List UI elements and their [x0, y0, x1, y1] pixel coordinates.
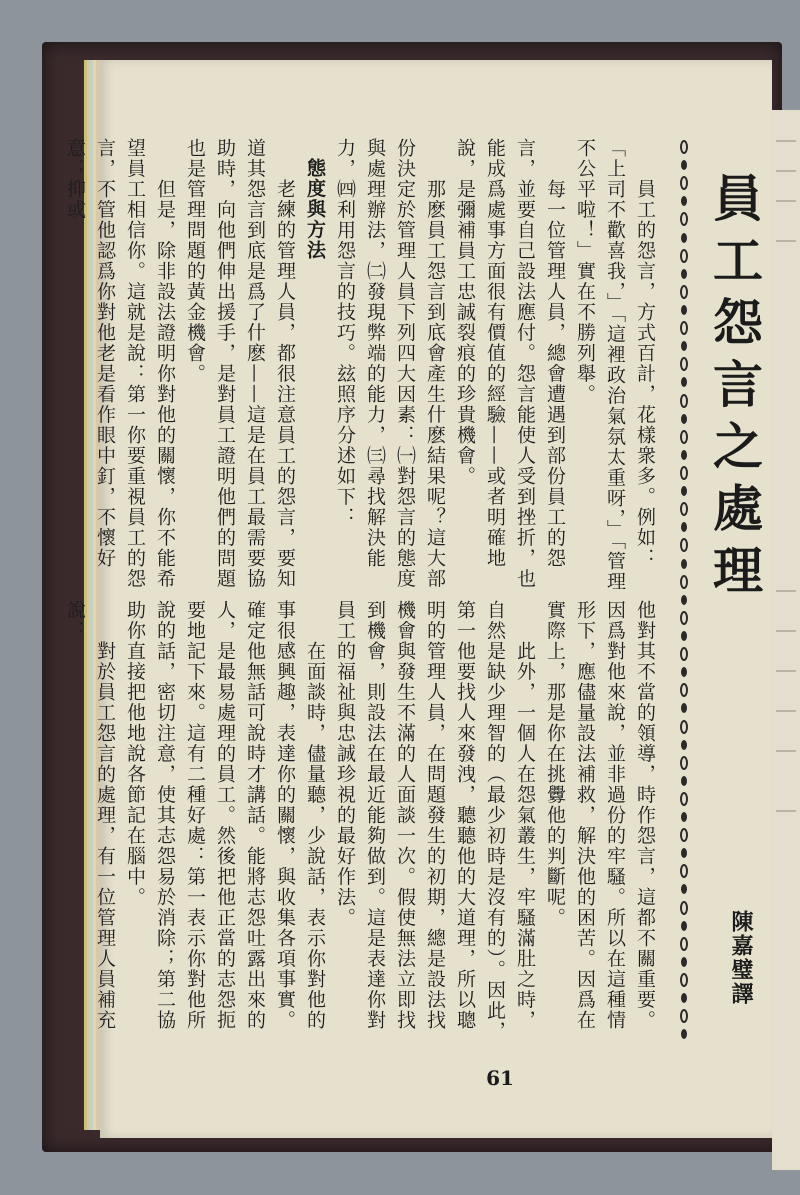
ornament-link: [681, 812, 687, 822]
ornament-link: [681, 740, 687, 750]
ornament-link: [681, 486, 687, 496]
ornament-link: [680, 466, 688, 480]
ornamental-rule: [676, 140, 692, 1040]
ornament-link: [681, 921, 687, 931]
upper-text-block: [64, 138, 660, 598]
ornament-link: [681, 559, 687, 569]
paragraph: 每一位管理人員，總會遭遇到部份員工的怨言，並要自己設法應付。怨言能使人受到挫折，也能成爲處事方面很有價值的經驗——或者明確地說，是彌補員工忠誠裂痕的珍貴機會。: [454, 138, 566, 589]
ornament-link: [680, 538, 688, 552]
ornament-link: [681, 631, 687, 641]
paragraph: 在面談時，儘量聽，少說話，表示你對他的事很感興趣，表達你的關懷，與收集各項事實。確定他無話可說時才講話。能將志怨吐露出來的人，是最易處理的員工。然後把他正當的志怨扼要地記下來。這有二種好處：第一表示你對他所說的話，密切注意，使其志怨易於消除；第二協助你直接把他地說各節記在腦中。: [124, 600, 326, 1031]
ornament-link: [681, 269, 687, 279]
ornament-link: [681, 848, 687, 858]
ornament-link: [680, 140, 688, 154]
ornament-link: [680, 357, 688, 371]
ornament-link: [680, 792, 688, 806]
ornament-link: [681, 703, 687, 713]
ornament-link: [680, 249, 688, 263]
page-number: 61: [486, 1066, 514, 1090]
ornament-link: [681, 233, 687, 243]
ornament-link: [680, 901, 688, 915]
ornament-link: [681, 160, 687, 170]
paragraph: 老練的管理人員，都很注意員工的怨言，要知道其怨言到底是爲了什麽——這是在員工最需要協助時，向他們伸出援手，是對員工證明他們的問題也是管理問題的黃金機會。: [184, 138, 296, 589]
ornament-link: [681, 595, 687, 605]
ornament-link: [680, 176, 688, 190]
ornament-link: [681, 377, 687, 387]
ornament-link: [680, 756, 688, 770]
facing-page-edge: [772, 110, 800, 1170]
ornament-link: [680, 864, 688, 878]
ornament-link: [681, 957, 687, 967]
ornament-link: [681, 450, 687, 460]
ornament-link: [680, 430, 688, 444]
ornament-link: [680, 828, 688, 842]
lower-text-block: [64, 600, 660, 1045]
ornament-link: [681, 341, 687, 351]
paragraph: 但是，除非設法證明你對他的關懷，你不能希望員工相信你。這就是說：第一你要重視員工的怨言，不管他認爲你對他老是看作眼中釘，不懷好意；抑或: [64, 138, 176, 589]
article-author: 陳嘉璧譯: [728, 910, 753, 1006]
ornament-link: [680, 647, 688, 661]
ornament-link: [680, 285, 688, 299]
ornament-link: [680, 1009, 688, 1023]
ornament-link: [680, 611, 688, 625]
ornament-link: [680, 937, 688, 951]
paragraph: 此外，一個人在怨氣叢生，牢騷滿肚之時，自然是缺少理智的（最少初時是沒有的）。因此，第一他要找人來發洩，聽聽他的大道理，所以聰明的管理人員，在問題發生的初期，總是設法找機會與發生不滿的人面談一次。假使無法立即找到機會，則設法在最近能夠做到。這是表達你對員工的福祉與忠誠珍視的最好作法。: [334, 600, 536, 1042]
paragraph: 對於員工怨言的處理，有一位管理人員補充說：: [64, 600, 116, 1031]
paragraph: 他對其不當的領導，時作怨言，這都不關重要。因爲對他來說，並非過份的牢騷。所以在這種情形下，應儘量設法補救，解決他的困苦。因爲在實際上，那是你在挑釁他的判斷呢。: [544, 600, 656, 1031]
ornament-link: [681, 522, 687, 532]
ornament-link: [681, 993, 687, 1003]
article-title: 員工怨言之處理: [705, 172, 763, 606]
paragraph: 那麽員工怨言到底會產生什麽結果呢？這大部份決定於管理人員下列四大因素：㈠對怨言的態度與處理辦法，㈡發現弊端的能力，㈢尋找解決能力，㈣利用怨言的技巧。玆照序分述如下：: [334, 138, 446, 589]
ornament-link: [681, 1029, 687, 1039]
ornament-link: [681, 196, 687, 206]
ornament-link: [681, 667, 687, 677]
ornament-link: [681, 414, 687, 424]
ornament-link: [681, 776, 687, 786]
ornament-link: [680, 502, 688, 516]
ornament-link: [680, 394, 688, 408]
ornament-link: [681, 884, 687, 894]
ornament-link: [680, 720, 688, 734]
ornament-link: [681, 305, 687, 315]
paragraph: 員工的怨言，方式百計，花樣衆多。例如：「上司不歡喜我，」「這裡政治氣氛太重呀，」「管理不公平啦！」實在不勝列舉。: [574, 138, 656, 592]
ornament-link: [680, 973, 688, 987]
ornament-link: [680, 575, 688, 589]
ornament-link: [680, 321, 688, 335]
ornament-link: [680, 212, 688, 226]
ornament-link: [680, 683, 688, 697]
section-heading: 態度與方法: [304, 158, 326, 261]
